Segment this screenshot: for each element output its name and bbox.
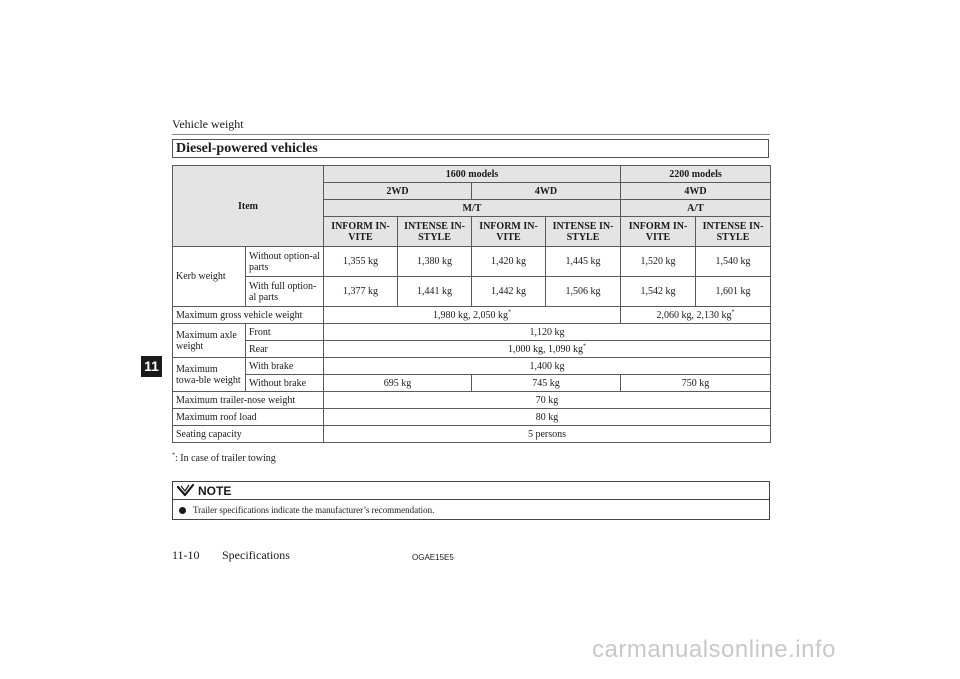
header-drive-4wd-2200: 4WD <box>621 183 771 200</box>
without-brake-value: 745 kg <box>472 375 621 392</box>
header-grade: INTENSE IN-STYLE <box>546 217 621 247</box>
header-rule <box>172 134 770 135</box>
kerb-without-value: 1,520 kg <box>621 247 696 277</box>
kerb-with-value: 1,601 kg <box>696 277 771 307</box>
header-trans-mt: M/T <box>324 200 621 217</box>
kerb-without-value: 1,540 kg <box>696 247 771 277</box>
gross-weight-1600-text: 1,980 kg, 2,050 kg <box>433 309 508 321</box>
footnote-mark: * <box>172 452 175 459</box>
kerb-without-value: 1,355 kg <box>324 247 398 277</box>
header-drive-2wd: 2WD <box>324 183 472 200</box>
kerb-without-label: Without option-al parts <box>246 247 324 277</box>
trailer-nose-value: 70 kg <box>324 392 771 409</box>
kerb-with-value: 1,442 kg <box>472 277 546 307</box>
bullet-icon <box>179 507 186 514</box>
header-model-1600: 1600 models <box>324 166 621 183</box>
header-grade: INFORM IN-VITE <box>621 217 696 247</box>
kerb-without-value: 1,380 kg <box>398 247 472 277</box>
axle-weight-label: Maximum axle weight <box>173 324 246 358</box>
header-grade: INTENSE IN-STYLE <box>696 217 771 247</box>
header-drive-4wd-1600: 4WD <box>472 183 621 200</box>
asterisk-mark: * <box>731 309 735 316</box>
axle-front-value: 1,120 kg <box>324 324 771 341</box>
footer-section: Specifications <box>222 548 290 562</box>
chapter-tab: 11 <box>141 356 162 377</box>
kerb-with-value: 1,441 kg <box>398 277 472 307</box>
with-brake-value: 1,400 kg <box>324 358 771 375</box>
towable-weight-label: Maximum towa-ble weight <box>173 358 246 392</box>
seating-value: 5 persons <box>324 426 771 443</box>
roof-load-label: Maximum roof load <box>173 409 324 426</box>
with-brake-label: With brake <box>246 358 324 375</box>
axle-rear-label: Rear <box>246 341 324 358</box>
header-item: Item <box>173 166 324 247</box>
asterisk-mark: * <box>583 343 586 350</box>
kerb-with-value: 1,506 kg <box>546 277 621 307</box>
note-header <box>173 482 769 500</box>
axle-front-label: Front <box>246 324 324 341</box>
kerb-without-value: 1,445 kg <box>546 247 621 277</box>
vehicle-weight-table <box>172 165 771 443</box>
page-number: 11-10 <box>172 548 200 562</box>
header-model-2200: 2200 models <box>621 166 771 183</box>
footnote-text: : In case of trailer towing <box>175 453 276 464</box>
gross-weight-label: Maximum gross vehicle weight <box>173 307 324 324</box>
gross-weight-2200-text: 2,060 kg, 2,130 kg <box>656 309 732 321</box>
axle-rear-text: 1,000 kg, 1,090 kg <box>508 343 583 355</box>
page-title: Diesel-powered vehicles <box>172 139 769 158</box>
note-text: Trailer specifications indicate the manufacturer’s recommendation. <box>193 505 435 515</box>
watermark: carmanualsonline.info <box>592 636 836 663</box>
without-brake-value: 695 kg <box>324 375 472 392</box>
header-trans-at: A/T <box>621 200 771 217</box>
kerb-without-value: 1,420 kg <box>472 247 546 277</box>
kerb-weight-label: Kerb weight <box>173 247 246 307</box>
header-grade: INFORM IN-VITE <box>472 217 546 247</box>
kerb-with-label: With full option-al parts <box>246 277 324 307</box>
hand-pen-icon <box>177 484 194 497</box>
document-code: OGAE15E5 <box>412 553 454 562</box>
gross-weight-1600 <box>324 307 621 324</box>
axle-rear-value <box>324 341 771 358</box>
header-grade: INFORM IN-VITE <box>324 217 398 247</box>
header-grade: INTENSE IN-STYLE <box>398 217 472 247</box>
gross-weight-2200 <box>621 307 771 324</box>
trailer-nose-label: Maximum trailer-nose weight <box>173 392 324 409</box>
note-body <box>173 500 769 520</box>
section-header: Vehicle weight <box>172 117 244 131</box>
kerb-with-value: 1,377 kg <box>324 277 398 307</box>
kerb-with-value: 1,542 kg <box>621 277 696 307</box>
footnote <box>172 453 276 464</box>
note-title: NOTE <box>198 483 232 498</box>
without-brake-value: 750 kg <box>621 375 771 392</box>
without-brake-label: Without brake <box>246 375 324 392</box>
seating-label: Seating capacity <box>173 426 324 443</box>
note-box <box>172 481 770 520</box>
asterisk-mark: * <box>508 309 511 316</box>
roof-load-value: 80 kg <box>324 409 771 426</box>
